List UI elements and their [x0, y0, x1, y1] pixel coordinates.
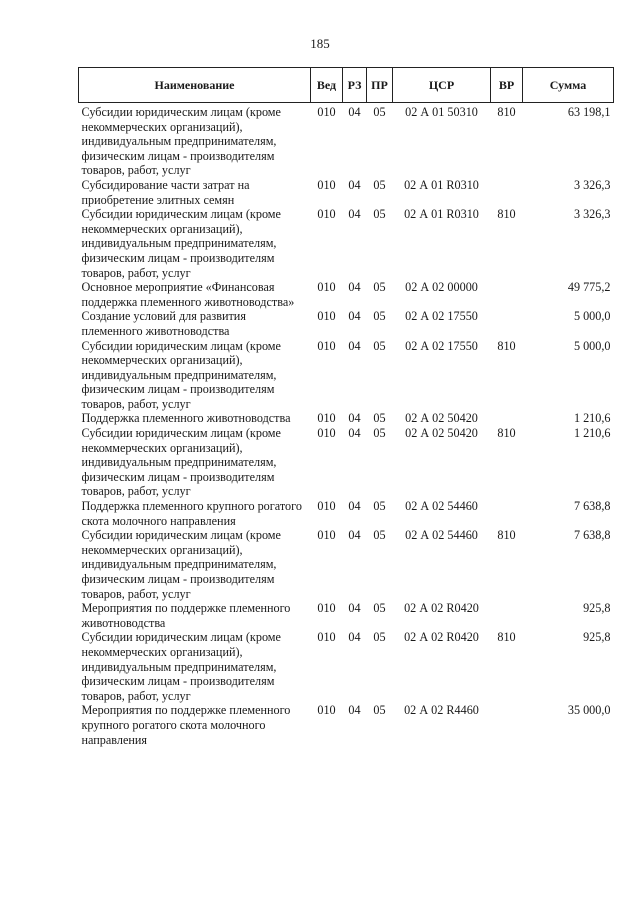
cell-csr: 02 А 02 R4460: [404, 703, 479, 718]
cell-pr: 05: [373, 177, 386, 192]
cell-sum: 5 000,0: [573, 309, 611, 324]
cell-ved: 010: [317, 528, 336, 543]
cell-vr: 810: [497, 105, 516, 119]
cell-vr: 810: [497, 207, 516, 222]
table-row: [79, 426, 614, 499]
cell-name: Субсидирование части затрат на приобретение элитных семян: [81, 177, 250, 207]
cell-name: Субсидии юридическим лицам (кроме некоммерческих организаций), индивидуальным предпринимателям, физическим лицам - производителям товаров, работ, услуг: [81, 426, 281, 499]
cell-name: Субсидии юридическим лицам (кроме некоммерческих организаций), индивидуальным предпринимателям, физическим лицам - производителям товаров, работ, услуг: [81, 207, 281, 280]
cell-rz: 04: [348, 338, 361, 353]
page-number: 185: [310, 36, 330, 51]
cell-rz: 04: [348, 411, 361, 426]
table-body: [79, 103, 614, 748]
cell-sum: 7 638,8: [573, 528, 611, 543]
cell-csr: 02 А 02 54460: [405, 528, 478, 543]
cell-ved: 010: [317, 309, 336, 324]
cell-vr: [491, 280, 523, 309]
cell-pr: 05: [373, 309, 386, 324]
table-row: [79, 630, 614, 703]
cell-csr: 02 А 02 17550: [405, 309, 478, 324]
cell-vr: 810: [497, 426, 516, 441]
cell-name: Мероприятия по поддержке племенного животноводства: [81, 601, 291, 630]
cell-ved: 010: [317, 499, 336, 514]
header-ved: Вед: [311, 68, 343, 103]
cell-vr: [491, 499, 523, 528]
cell-csr: 02 А 02 50420: [405, 426, 478, 441]
cell-ved: 010: [317, 630, 336, 645]
cell-ved: 010: [317, 207, 336, 222]
cell-rz: 04: [348, 528, 361, 543]
cell-rz: 04: [348, 499, 361, 514]
cell-vr: [491, 411, 523, 426]
cell-ved: 010: [317, 426, 336, 441]
cell-sum: 1 210,6: [573, 426, 611, 441]
cell-pr: 05: [373, 630, 386, 645]
cell-sum: 5 000,0: [573, 338, 611, 353]
cell-rz: 04: [348, 630, 361, 645]
cell-csr: 02 А 02 00000: [405, 280, 478, 295]
cell-sum: 3 326,3: [573, 177, 611, 192]
cell-vr: 810: [497, 528, 516, 543]
cell-vr: 810: [497, 338, 516, 353]
table-row: [79, 339, 614, 412]
cell-sum: 925,8: [583, 630, 611, 645]
cell-csr: 02 А 01 R0310: [404, 177, 479, 192]
cell-sum: 3 326,3: [573, 207, 611, 222]
table-row: [79, 601, 614, 630]
cell-ved: 010: [317, 105, 336, 119]
cell-pr: 05: [373, 207, 386, 222]
cell-rz: 04: [348, 309, 361, 324]
cell-pr: 05: [373, 280, 386, 295]
header-pr: ПР: [367, 68, 393, 103]
cell-name: Основное мероприятие «Финансовая поддержка племенного животноводства»: [81, 280, 295, 309]
cell-sum: 925,8: [583, 601, 611, 616]
table-header: [79, 68, 614, 103]
header-rz: РЗ: [343, 68, 367, 103]
header-row: [79, 68, 614, 103]
header-name: Наименование: [79, 68, 311, 103]
cell-rz: 04: [348, 105, 361, 119]
cell-sum: 1 210,6: [573, 411, 611, 426]
cell-csr: 02 А 02 50420: [405, 411, 478, 426]
budget-table: [78, 67, 614, 747]
table-row: [79, 528, 614, 601]
cell-name: Субсидии юридическим лицам (кроме некоммерческих организаций), индивидуальным предпринимателям, физическим лицам - производителям товаров, работ, услуг: [81, 105, 281, 178]
cell-vr: 810: [497, 630, 516, 645]
cell-sum: 63 198,1: [567, 105, 611, 119]
cell-sum: 35 000,0: [567, 703, 611, 718]
cell-pr: 05: [373, 528, 386, 543]
cell-ved: 010: [317, 601, 336, 616]
cell-name: Субсидии юридическим лицам (кроме некоммерческих организаций), индивидуальным предпринимателям, физическим лицам - производителям товаров, работ, услуг: [81, 630, 281, 703]
cell-sum: 49 775,2: [567, 280, 611, 295]
cell-ved: 010: [317, 703, 336, 718]
cell-csr: 02 А 02 17550: [405, 338, 478, 353]
cell-name: Субсидии юридическим лицам (кроме некоммерческих организаций), индивидуальным предпринимателям, физическим лицам - производителям товаров, работ, услуг: [81, 528, 281, 601]
cell-ved: 010: [317, 177, 336, 192]
cell-csr: 02 А 01 R0310: [404, 207, 479, 222]
table-row: [79, 499, 614, 528]
cell-name: Поддержка племенного животноводства: [81, 411, 291, 426]
cell-pr: 05: [373, 601, 386, 616]
cell-ved: 010: [317, 338, 336, 353]
cell-vr: [491, 703, 523, 747]
cell-ved: 010: [317, 411, 336, 426]
table-row: [79, 703, 614, 747]
table-row: [79, 280, 614, 309]
cell-name: Мероприятия по поддержке племенного крупного рогатого скота молочного направления: [81, 703, 291, 747]
cell-rz: 04: [348, 601, 361, 616]
cell-rz: 04: [348, 177, 361, 192]
cell-vr: [491, 178, 523, 207]
cell-vr: [491, 601, 523, 630]
cell-csr: 02 А 01 50310: [405, 105, 478, 119]
cell-pr: 05: [373, 411, 386, 426]
cell-rz: 04: [348, 207, 361, 222]
cell-rz: 04: [348, 426, 361, 441]
cell-vr: [491, 309, 523, 338]
table-row: [79, 103, 614, 178]
cell-csr: 02 А 02 54460: [405, 499, 478, 514]
cell-rz: 04: [348, 703, 361, 718]
header-csr: ЦСР: [393, 68, 491, 103]
table-row: [79, 309, 614, 338]
header-sum: Сумма: [523, 68, 614, 103]
cell-sum: 7 638,8: [573, 499, 611, 514]
cell-name: Субсидии юридическим лицам (кроме некоммерческих организаций), индивидуальным предпринимателям, физическим лицам - производителям товаров, работ, услуг: [81, 338, 281, 411]
cell-name: Создание условий для развития племенного животноводства: [81, 309, 246, 338]
cell-rz: 04: [348, 280, 361, 295]
table-row: [79, 178, 614, 207]
cell-pr: 05: [373, 105, 386, 119]
cell-name: Поддержка племенного крупного рогатого скота молочного направления: [81, 499, 302, 528]
cell-csr: 02 А 02 R0420: [404, 601, 479, 616]
cell-pr: 05: [373, 426, 386, 441]
cell-pr: 05: [373, 338, 386, 353]
cell-pr: 05: [373, 703, 386, 718]
header-vr: ВР: [491, 68, 523, 103]
table-row: [79, 207, 614, 280]
cell-pr: 05: [373, 499, 386, 514]
table-row: [79, 411, 614, 426]
cell-ved: 010: [317, 280, 336, 295]
cell-csr: 02 А 02 R0420: [404, 630, 479, 645]
